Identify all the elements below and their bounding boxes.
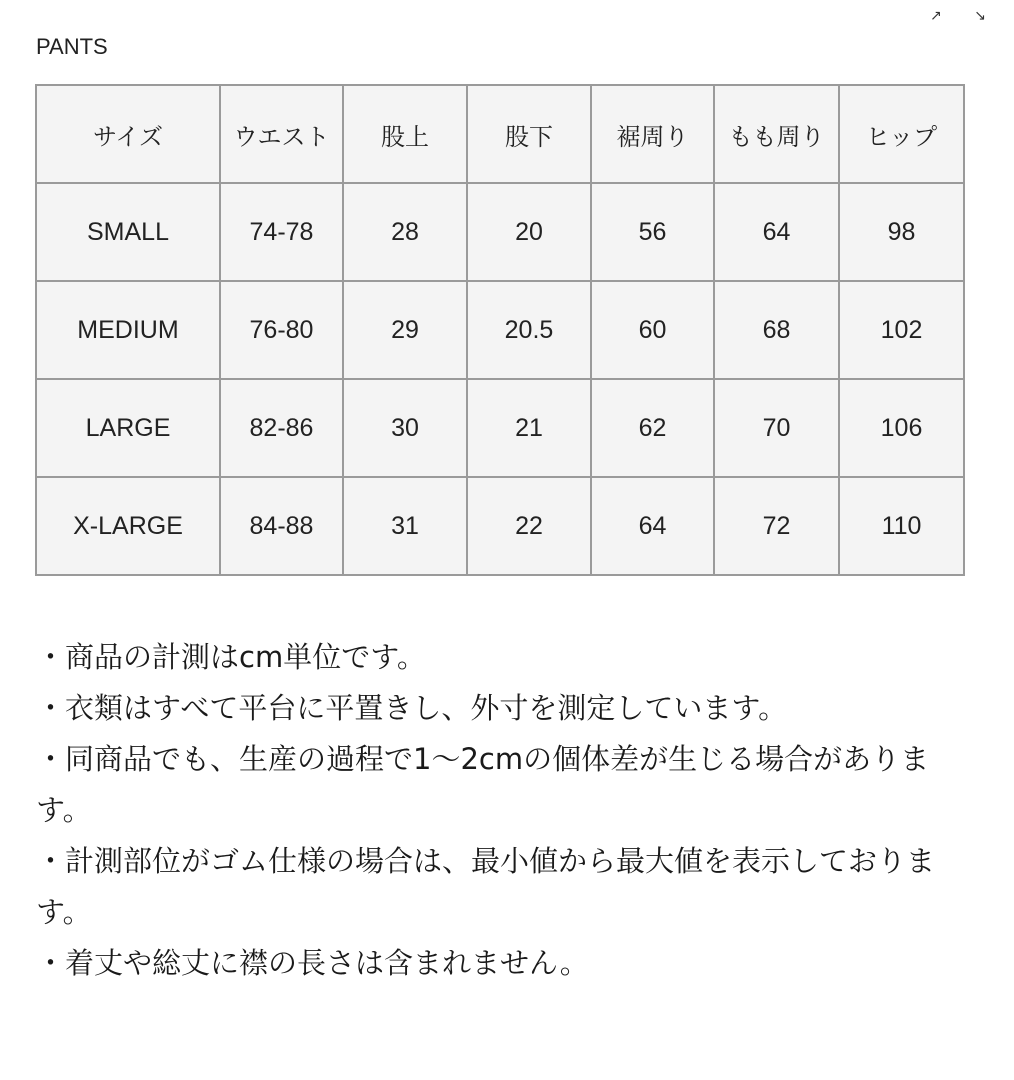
cell-waist: 82-86 bbox=[220, 379, 343, 477]
cell-waist: 76-80 bbox=[220, 281, 343, 379]
cell-inseam: 21 bbox=[467, 379, 591, 477]
cell-thigh: 68 bbox=[714, 281, 839, 379]
header-rise: 股上 bbox=[343, 85, 467, 183]
cell-size: X-LARGE bbox=[36, 477, 220, 575]
table-row bbox=[36, 183, 964, 281]
cell-rise: 30 bbox=[343, 379, 467, 477]
cell-hem: 64 bbox=[591, 477, 714, 575]
page-title: PANTS bbox=[36, 34, 108, 59]
measurement-notes bbox=[36, 632, 976, 989]
cell-waist: 84-88 bbox=[220, 477, 343, 575]
header-hem: 裾周り bbox=[591, 85, 714, 183]
header-inseam: 股下 bbox=[467, 85, 591, 183]
cell-thigh: 70 bbox=[714, 379, 839, 477]
note-item: ・同商品でも、生産の過程で1〜2cmの個体差が生じる場合があります。 bbox=[36, 742, 930, 827]
corner-arrow-marks: ↗ ↘ bbox=[930, 8, 1000, 24]
cell-inseam: 20 bbox=[467, 183, 591, 281]
note-item: ・商品の計測はcm単位です。 bbox=[36, 640, 426, 674]
cell-rise: 28 bbox=[343, 183, 467, 281]
cell-hem: 56 bbox=[591, 183, 714, 281]
cell-hip: 110 bbox=[839, 477, 964, 575]
header-hip: ヒップ bbox=[839, 85, 964, 183]
cell-hip: 98 bbox=[839, 183, 964, 281]
header-thigh: もも周り bbox=[714, 85, 839, 183]
header-waist: ウエスト bbox=[220, 85, 343, 183]
cell-size: MEDIUM bbox=[36, 281, 220, 379]
cell-hip: 106 bbox=[839, 379, 964, 477]
table-row bbox=[36, 477, 964, 575]
cell-waist: 74-78 bbox=[220, 183, 343, 281]
cell-inseam: 20.5 bbox=[467, 281, 591, 379]
cell-inseam: 22 bbox=[467, 477, 591, 575]
cell-hem: 62 bbox=[591, 379, 714, 477]
cell-size: SMALL bbox=[36, 183, 220, 281]
cell-thigh: 72 bbox=[714, 477, 839, 575]
cell-rise: 31 bbox=[343, 477, 467, 575]
cell-hem: 60 bbox=[591, 281, 714, 379]
table-row bbox=[36, 379, 964, 477]
size-chart-table bbox=[35, 84, 965, 576]
header-size: サイズ bbox=[36, 85, 220, 183]
table-header-row bbox=[36, 85, 964, 183]
cell-hip: 102 bbox=[839, 281, 964, 379]
note-item: ・計測部位がゴム仕様の場合は、最小値から最大値を表示しております。 bbox=[36, 844, 936, 929]
cell-thigh: 64 bbox=[714, 183, 839, 281]
note-item: ・着丈や総丈に襟の長さは含まれません。 bbox=[36, 946, 589, 980]
table-row bbox=[36, 281, 964, 379]
cell-size: LARGE bbox=[36, 379, 220, 477]
cell-rise: 29 bbox=[343, 281, 467, 379]
note-item: ・衣類はすべて平台に平置きし、外寸を測定しています。 bbox=[36, 691, 788, 725]
